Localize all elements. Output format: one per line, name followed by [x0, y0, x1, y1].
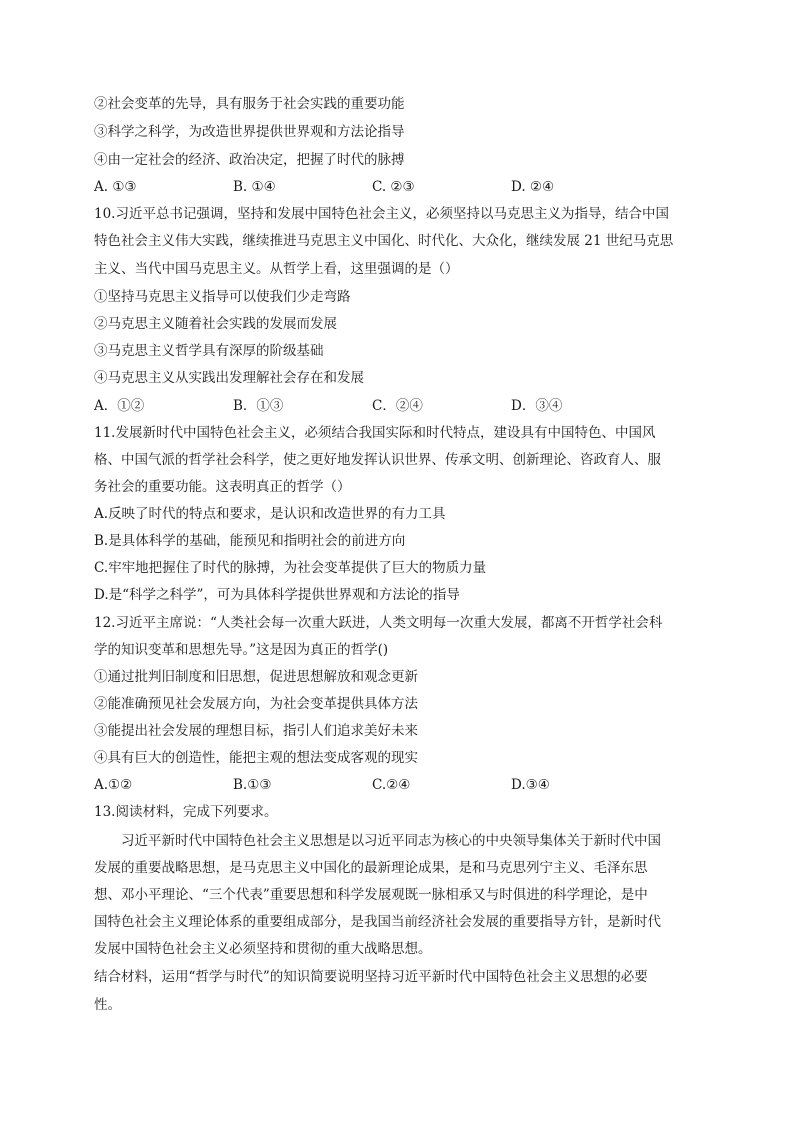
q9-item-2: ②社会变革的先导，具有服务于社会实践的重要功能: [94, 96, 405, 112]
q12-item-4: ④具有巨大的创造性，能把主观的想法变成客观的现实: [94, 750, 418, 766]
q12-option-d: D.③④: [511, 777, 550, 793]
q13-material-line-5: 发展中国特色社会主义必须坚持和贯彻的重大战略思想。: [94, 941, 432, 957]
q12-option-c: C.②④: [372, 777, 411, 793]
q10-option-b: B．①③: [233, 398, 284, 414]
q10-option-a: A．①②: [94, 398, 145, 414]
q13-material-line-1: 习近平新时代中国特色社会主义思想是以习近平同志为核心的中央领导集体关于新时代中国: [121, 833, 661, 849]
q11-stem-line-1: 11.发展新时代中国特色社会主义，必须结合我国实际和时代特点，建设具有中国特色、中国风: [94, 425, 656, 441]
q13-question-line-2: 性。: [94, 997, 121, 1013]
q11-choice-c: C.牢牢地把握住了时代的脉搏，为社会变革提供了巨大的物质力量: [94, 560, 487, 576]
q12-option-b: B.①③: [233, 777, 272, 793]
q13-material-line-3: 想、邓小平理论、“三个代表”重要思想和科学发展观既一脉相承又与时俱进的科学理论，是中: [94, 887, 648, 903]
q10-item-3: ③马克思主义哲学具有深厚的阶级基础: [94, 343, 324, 359]
q13-question-line-1: 结合材料，运用“哲学与时代”的知识简要说明坚持习近平新时代中国特色社会主义思想的必要: [94, 969, 648, 985]
q11-choice-d: D.是“科学之科学”，可为具体科学提供世界观和方法论的指导: [94, 587, 460, 603]
q10-item-4: ④马克思主义从实践出发理解社会存在和发展: [94, 370, 364, 386]
q12-option-a: A.①②: [94, 777, 133, 793]
q11-choice-b: B.是具体科学的基础，能预见和指明社会的前进方向: [94, 533, 406, 549]
q12-item-3: ③能提出社会发展的理想目标，指引人们追求美好未来: [94, 723, 418, 739]
q13-material-line-4: 国特色社会主义理论体系的重要组成部分，是我国当前经济社会发展的重要指导方针，是新时代: [94, 914, 661, 930]
q10-stem-line-2: 特色社会主义伟大实践，继续推进马克思主义中国化、时代化、大众化，继续发展 21 世纪马克思: [94, 233, 674, 249]
q9-item-3: ③科学之科学，为改造世界提供世界观和方法论指导: [94, 124, 405, 140]
q10-option-c: C．②④: [372, 398, 423, 414]
q12-item-1: ①通过批判旧制度和旧思想，促进思想解放和观念更新: [94, 669, 418, 685]
q9-item-4: ④由一定社会的经济、政治决定，把握了时代的脉搏: [94, 152, 405, 168]
q12-item-2: ②能准确预见社会发展方向，为社会变革提供具体方法: [94, 696, 418, 712]
q10-item-2: ②马克思主义随着社会实践的发展而发展: [94, 316, 337, 332]
q13-material-line-2: 发展的重要战略思想，是马克思主义中国化的最新理论成果，是和马克思列宁主义、毛泽东思: [94, 860, 648, 876]
q12-stem-line-2: 学的知识变革和思想先导。”这是因为真正的哲学(): [94, 642, 389, 658]
q10-option-d: D．③④: [511, 398, 563, 414]
q10-stem-line-3: 主义、当代中国马克思主义。从哲学上看，这里强调的是（）: [94, 261, 459, 277]
q9-option-a: A. ①③: [94, 179, 137, 195]
q12-stem-line-1: 12.习近平主席说：“人类社会每一次重大跃进，人类文明每一次重大发展，都离不开哲学社会科: [94, 615, 663, 631]
q11-stem-line-2: 格、中国气派的哲学社会科学，使之更好地发挥认识世界、传承文明、创新理论、咨政育人、服: [94, 452, 661, 468]
q11-choice-a: A.反映了时代的特点和要求，是认识和改造世界的有力工具: [94, 506, 446, 522]
q9-option-b: B. ①④: [233, 179, 276, 195]
q13-stem: 13.阅读材料，完成下列要求。: [94, 804, 278, 820]
q11-stem-line-3: 务社会的重要功能。这表明真正的哲学（）: [94, 479, 351, 495]
q10-stem-line-1: 10.习近平总书记强调，坚持和发展中国特色社会主义，必须坚持以马克思主义为指导，结合中国: [94, 206, 669, 222]
q9-option-c: C. ②③: [372, 179, 415, 195]
q9-option-d: D. ②④: [511, 179, 555, 195]
q10-item-1: ①坚持马克思主义指导可以使我们少走弯路: [94, 289, 351, 305]
